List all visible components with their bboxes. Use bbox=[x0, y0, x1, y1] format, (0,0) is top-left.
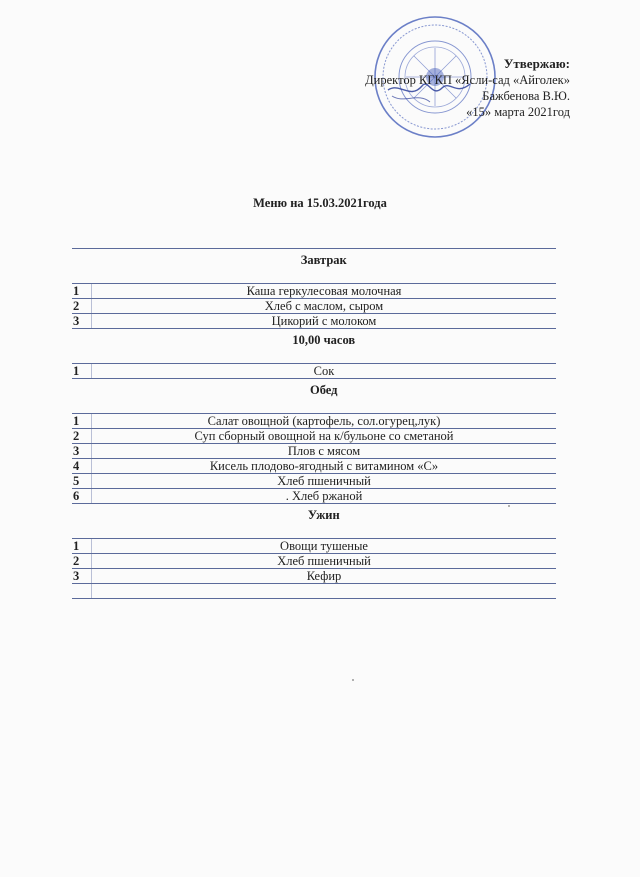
menu-section-row bbox=[72, 504, 556, 539]
item-number: 2 bbox=[72, 554, 92, 569]
item-number: 2 bbox=[72, 429, 92, 444]
section-number-cell bbox=[72, 329, 92, 364]
dish-name: Салат овощной (картофель, сол.огурец,лук) bbox=[92, 414, 557, 429]
scan-speck bbox=[508, 505, 510, 507]
menu-section-row bbox=[72, 249, 556, 284]
approval-date: «15» марта 2021год bbox=[466, 105, 570, 119]
menu-item-row bbox=[72, 569, 556, 584]
menu-item-row bbox=[72, 539, 556, 554]
section-heading: Ужин bbox=[92, 504, 557, 539]
item-number: 3 bbox=[72, 569, 92, 584]
item-number: 1 bbox=[72, 364, 92, 379]
menu-item-row bbox=[72, 284, 556, 299]
approval-director-name: Бажбенова В.Ю. bbox=[482, 89, 570, 103]
item-number: 3 bbox=[72, 444, 92, 459]
table-end-row bbox=[72, 584, 556, 599]
menu-section-row bbox=[72, 379, 556, 414]
menu-item-row bbox=[72, 474, 556, 489]
item-number: 5 bbox=[72, 474, 92, 489]
dish-name: Каша геркулесовая молочная bbox=[92, 284, 557, 299]
dish-name: Хлеб пшеничный bbox=[92, 474, 557, 489]
section-heading: Обед bbox=[92, 379, 557, 414]
item-number: 6 bbox=[72, 489, 92, 504]
menu-item-row bbox=[72, 444, 556, 459]
empty-cell bbox=[72, 584, 92, 599]
item-number: 1 bbox=[72, 414, 92, 429]
approval-block bbox=[365, 56, 570, 120]
item-number: 1 bbox=[72, 284, 92, 299]
approval-director-line: Директор КГКП «Ясли-сад «Айголек» bbox=[365, 73, 570, 87]
menu-item-row bbox=[72, 489, 556, 504]
dish-name: Плов с мясом bbox=[92, 444, 557, 459]
dish-name: Хлеб с маслом, сыром bbox=[92, 299, 557, 314]
dish-name: Кисель плодово-ягодный с витамином «С» bbox=[92, 459, 557, 474]
section-heading: Завтрак bbox=[92, 249, 557, 284]
dish-name: Хлеб пшеничный bbox=[92, 554, 557, 569]
dish-name: Цикорий с молоком bbox=[92, 314, 557, 329]
menu-section-row bbox=[72, 329, 556, 364]
section-number-cell bbox=[72, 379, 92, 414]
menu-item-row bbox=[72, 554, 556, 569]
section-number-cell bbox=[72, 249, 92, 284]
dish-name: Кефир bbox=[92, 569, 557, 584]
dish-name: Суп сборный овощной на к/бульоне со сметаной bbox=[92, 429, 557, 444]
menu-item-row bbox=[72, 299, 556, 314]
item-number: 3 bbox=[72, 314, 92, 329]
item-number: 2 bbox=[72, 299, 92, 314]
menu-item-row bbox=[72, 414, 556, 429]
dish-name: Сок bbox=[92, 364, 557, 379]
scan-speck bbox=[352, 679, 354, 681]
menu-item-row bbox=[72, 459, 556, 474]
dish-name: . Хлеб ржаной bbox=[92, 489, 557, 504]
menu-item-row bbox=[72, 364, 556, 379]
menu-item-row bbox=[72, 314, 556, 329]
menu-table bbox=[72, 248, 556, 599]
item-number: 1 bbox=[72, 539, 92, 554]
approval-heading: Утвержаю: bbox=[503, 56, 570, 71]
menu-table-body bbox=[72, 249, 556, 599]
section-heading: 10,00 часов bbox=[92, 329, 557, 364]
menu-item-row bbox=[72, 429, 556, 444]
item-number: 4 bbox=[72, 459, 92, 474]
empty-cell bbox=[92, 584, 557, 599]
dish-name: Овощи тушеные bbox=[92, 539, 557, 554]
page-title: Меню на 15.03.2021года bbox=[253, 196, 387, 210]
section-number-cell bbox=[72, 504, 92, 539]
